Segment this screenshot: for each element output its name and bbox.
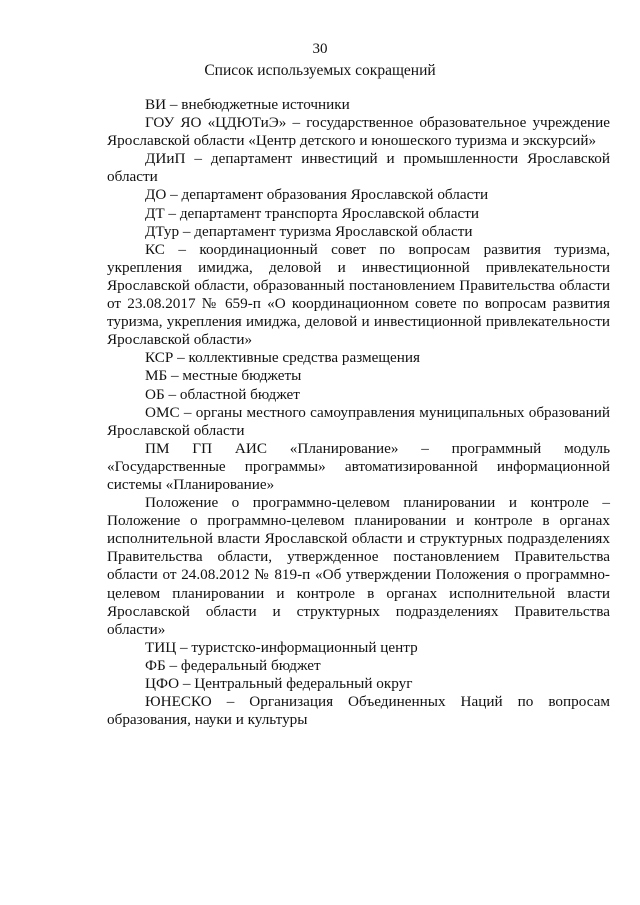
abbreviation-entry-cfo: ЦФО – Центральный федеральный округ — [145, 675, 413, 692]
page-number: 30 — [312, 41, 328, 57]
abbreviation-entry-ks: КС – координационный совет по вопросам развития туризма, укрепления имиджа, деловой и инвестиционной привлекательности Ярославской области, образованный постановлением Правительства области от 23.08.2017 № 659-п «О координационном совете по вопросам развития туризма, укрепления имиджа, деловой и инвестиционной привлекательности Ярославской области» — [107, 240, 610, 349]
abbreviation-entry-pm-gp-ais: ПМ ГП АИС «Планирование» – программный модуль «Государственные программы» автоматизированной информационной системы «Планирование» — [107, 439, 610, 493]
abbreviation-entry-gou-yao: ГОУ ЯО «ЦДЮТиЭ» – государственное образовательное учреждение Ярославской области «Центр детского и юношеского туризма и экскурсий» — [107, 114, 610, 150]
abbreviation-entry-oms: ОМС – органы местного самоуправления муниципальных образований Ярославской области — [107, 403, 610, 439]
abbreviation-entry-vi: ВИ – внебюджетные источники — [145, 96, 350, 113]
abbreviation-list — [107, 96, 610, 729]
abbreviation-entry-polozhenie: Положение о программно-целевом планировании и контроле – Положение о программно-целевом планировании и контроле в органах исполнительной власти Ярославской области и структурных подразделениях Правительства области, утвержденное постановлением Правительства области от 24.08.2012 № 819-п «Об утверждении Положения о программно-целевом планировании и контроле в органах исполнительной власти Ярославской области и структурных подразделениях Правительства области» — [107, 494, 610, 638]
abbreviation-entry-unesco: ЮНЕСКО – Организация Объединенных Наций по вопросам образования, науки и культуры — [107, 693, 610, 729]
abbreviation-entry-ob: ОБ – областной бюджет — [145, 385, 300, 403]
abbreviation-entry-diip: ДИиП – департамент инвестиций и промышленности Ярославской области — [107, 150, 610, 186]
abbreviation-entry-do: ДО – департамент образования Ярославской области — [145, 186, 489, 204]
abbreviation-entry-dtur: ДТур – департамент туризма Ярославской области — [145, 222, 473, 240]
page-title: Список используемых сокращений — [204, 62, 436, 79]
abbreviation-entry-dt: ДТ – департамент транспорта Ярославской области — [145, 204, 480, 222]
abbreviation-entry-tic: ТИЦ – туристско-информационный центр — [145, 638, 418, 656]
abbreviation-entry-fb: ФБ – федеральный бюджет — [145, 656, 321, 674]
abbreviation-entry-ksr: КСР – коллективные средства размещения — [145, 349, 421, 367]
abbreviation-entry-mb: МБ – местные бюджеты — [145, 367, 302, 385]
